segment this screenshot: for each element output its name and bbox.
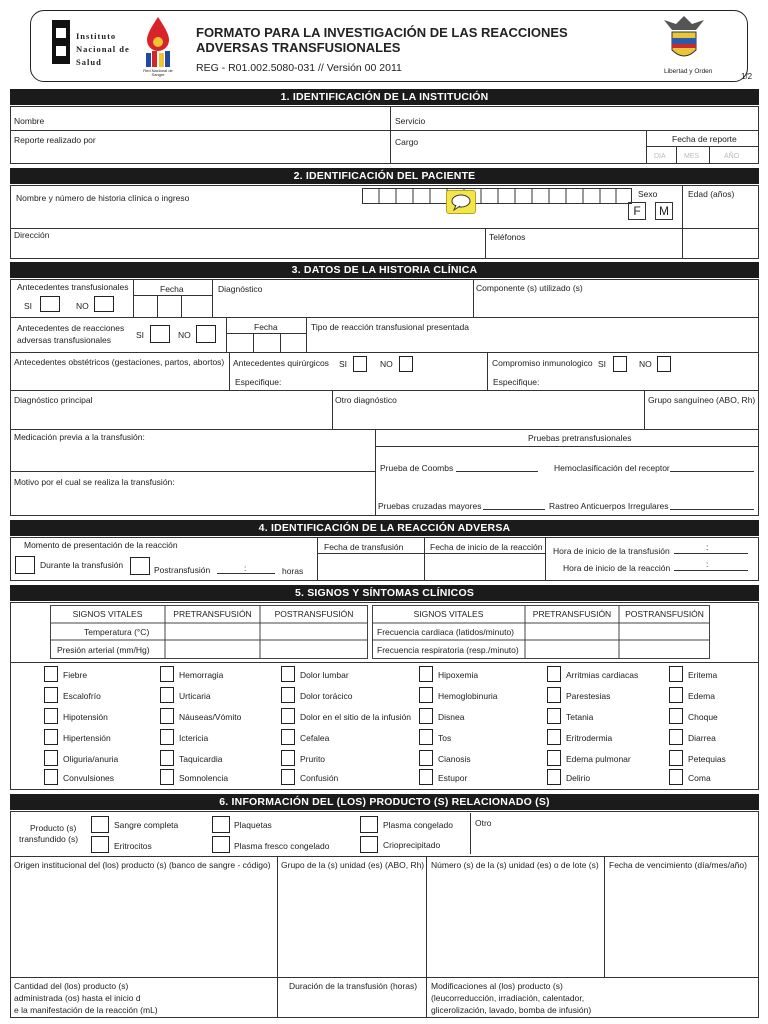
- history-number-boxes[interactable]: [362, 188, 632, 204]
- symptom-checkbox[interactable]: [44, 708, 58, 724]
- symptom-checkbox[interactable]: [44, 750, 58, 766]
- symptom-checkbox[interactable]: [547, 687, 561, 703]
- symptom-checkbox[interactable]: [44, 769, 58, 785]
- post-header-2: POSTRANSFUSIÓN: [625, 609, 704, 619]
- section-5-title: 5. SIGNOS Y SÍNTOMAS CLÍNICOS: [10, 585, 759, 601]
- symptom-checkbox[interactable]: [281, 708, 295, 724]
- pre-header-2: PRETRANSFUSIÓN: [532, 609, 612, 619]
- symptom-checkbox[interactable]: [669, 708, 683, 724]
- ins-name-2: Nacional de: [76, 44, 130, 54]
- rastreo-field[interactable]: [670, 509, 754, 510]
- producto-label-2: transfundido (s): [19, 834, 79, 844]
- post-hours-field[interactable]: [217, 573, 275, 574]
- otro-label: Otro: [475, 818, 492, 828]
- horas-label: horas: [282, 566, 304, 576]
- coombs-label: Prueba de Coombs: [380, 463, 454, 473]
- fecha-label-2: Fecha: [254, 322, 278, 332]
- tipo-reac-label: Tipo de reacción transfusional presentada: [311, 322, 469, 332]
- telefonos-label[interactable]: Teléfonos: [489, 232, 526, 242]
- symptom-label: Dolor en el sitio de la infusión: [300, 712, 412, 722]
- diag-principal-label: Diagnóstico principal: [14, 395, 93, 405]
- componente-label: Componente (s) utilizado (s): [476, 283, 583, 293]
- vencimiento-label: Fecha de vencimiento (día/mes/año): [609, 860, 747, 870]
- symptom-checkbox[interactable]: [160, 708, 174, 724]
- symptom-label: Parestesias: [566, 691, 611, 701]
- sexo-m-box[interactable]: [655, 202, 673, 220]
- hora-trans-colon: :: [706, 542, 709, 552]
- post-label: Postransfusión: [154, 565, 211, 575]
- eritro-label: Eritrocitos: [114, 841, 152, 851]
- motto: Libertad y Orden: [664, 68, 713, 75]
- cantidad-label-2: administrada (os) hasta el inicio d: [14, 993, 141, 1003]
- symptom-checkbox[interactable]: [419, 729, 433, 745]
- symptom-label: Cefalea: [300, 733, 330, 743]
- cruzadas-label: Pruebas cruzadas mayores: [378, 501, 482, 511]
- modif-label-1: Modificaciones al (los) producto (s): [431, 981, 563, 991]
- quirurgicos-no-checkbox[interactable]: [399, 356, 413, 372]
- plaquetas-checkbox[interactable]: [212, 816, 230, 833]
- symptom-checkbox[interactable]: [281, 750, 295, 766]
- form-title-2: ADVERSAS TRANSFUSIONALES: [196, 40, 401, 55]
- no-label-3: NO: [380, 359, 393, 369]
- post-colon: :: [244, 563, 247, 573]
- diagnostico-label: Diagnóstico: [218, 284, 263, 294]
- symptom-label: Disnea: [438, 712, 465, 722]
- symptom-checkbox[interactable]: [160, 769, 174, 785]
- symptom-label: Eritrodermia: [566, 733, 613, 743]
- plaquetas-label: Plaquetas: [234, 820, 272, 830]
- momento-label: Momento de presentación de la reacción: [24, 540, 178, 550]
- hora-trans-label: Hora de inicio de la transfusión: [553, 546, 670, 556]
- symptom-checkbox[interactable]: [669, 666, 683, 682]
- ins-logo: [52, 20, 70, 64]
- symptom-label: Fiebre: [63, 670, 88, 680]
- sexo-m-label: M: [659, 204, 669, 218]
- inmuno-label: Compromiso inmunologico: [492, 358, 593, 368]
- dia-field[interactable]: DIA: [654, 153, 666, 160]
- symptom-label: Hipertensión: [63, 733, 111, 743]
- especifique-label-1: Especifique:: [235, 377, 282, 387]
- symptom-label: Petequias: [688, 754, 726, 764]
- cruzadas-field[interactable]: [483, 509, 545, 510]
- symptom-checkbox[interactable]: [281, 687, 295, 703]
- vitals-header-1: SIGNOS VITALES: [72, 609, 143, 619]
- section-6-title: 6. INFORMACIÓN DEL (LOS) PRODUCTO (S) RELACIONADO (S): [10, 794, 759, 810]
- symptom-checkbox[interactable]: [547, 708, 561, 724]
- coombs-field[interactable]: [456, 471, 538, 472]
- symptom-label: Prurito: [300, 754, 326, 764]
- pruebas-pre-label: Pruebas pretransfusionales: [528, 433, 632, 443]
- ant-reac-label-2: adversas transfusionales: [17, 335, 112, 345]
- ins-name-1: Instituto: [76, 31, 117, 41]
- inmuno-no-checkbox[interactable]: [657, 356, 671, 372]
- plasma-cong-checkbox[interactable]: [360, 816, 378, 833]
- symptom-label: Ictericia: [179, 733, 209, 743]
- temp-label: Temperatura (°C): [84, 627, 150, 637]
- quirurgicos-label: Antecedentes quirúrgicos: [233, 358, 329, 368]
- hora-reac-label: Hora de inicio de la reacción: [563, 563, 671, 573]
- grupo-unidad-label: Grupo de la (s) unidad (es) (ABO, Rh): [281, 860, 425, 870]
- post-header-1: POSTRANSFUSIÓN: [274, 609, 354, 619]
- section-1-title: 1. IDENTIFICACIÓN DE LA INSTITUCIÓN: [10, 89, 759, 105]
- si-label-3: SI: [339, 359, 348, 369]
- presion-label: Presión arterial (mm/Hg): [57, 645, 150, 655]
- mes-field[interactable]: MES: [684, 153, 700, 160]
- sangre-label: Sangre completa: [114, 820, 179, 830]
- symptom-checkbox[interactable]: [669, 729, 683, 745]
- symptom-checkbox[interactable]: [160, 750, 174, 766]
- hora-reac-colon: :: [706, 559, 709, 569]
- section-4-title: 4. IDENTIFICACIÓN DE LA REACCIÓN ADVERSA: [10, 520, 759, 536]
- ant-reac-label-1: Antecedentes de reacciones: [17, 323, 125, 333]
- page-number: 1/2: [741, 72, 753, 81]
- edad-label: Edad (años): [688, 189, 735, 199]
- eritro-checkbox[interactable]: [91, 836, 109, 853]
- no-label-2: NO: [178, 330, 191, 340]
- field-servicio[interactable]: Servicio: [395, 116, 426, 126]
- ant-trans-no-checkbox[interactable]: [94, 296, 114, 312]
- hemoclas-field[interactable]: [670, 471, 754, 472]
- ant-trans-label: Antecedentes transfusionales: [17, 282, 129, 292]
- fr-label: Frecuencia respiratoria (resp./minuto): [377, 645, 519, 655]
- direccion-label[interactable]: Dirección: [14, 230, 50, 240]
- si-label-1: SI: [24, 301, 33, 311]
- ant-reac-si-checkbox[interactable]: [150, 325, 170, 343]
- symptom-checkbox[interactable]: [281, 769, 295, 785]
- symptom-label: Choque: [688, 712, 718, 722]
- sexo-f-label: F: [633, 204, 641, 218]
- ant-trans-si-checkbox[interactable]: [40, 296, 60, 312]
- symptom-checkbox[interactable]: [160, 729, 174, 745]
- motivo-label: Motivo por el cual se realiza la transfusión:: [14, 477, 175, 487]
- quirurgicos-si-checkbox[interactable]: [353, 356, 367, 372]
- network-label: Red Nacional de Sangre: [143, 68, 173, 77]
- symptom-label: Urticaria: [179, 691, 211, 701]
- symptom-label: Hemorragia: [179, 670, 224, 680]
- comment-icon[interactable]: [446, 190, 476, 214]
- modif-label-2: (leucorreducción, irradiación, calentador,: [431, 993, 585, 1003]
- pre-header-1: PRETRANSFUSIÓN: [173, 609, 252, 619]
- symptom-checkbox[interactable]: [160, 687, 174, 703]
- patient-name-label: Nombre y número de historia clínica o ingreso: [16, 193, 190, 203]
- fecha-inicio-label: Fecha de inicio de la reacción: [430, 542, 543, 552]
- symptom-checkbox[interactable]: [44, 729, 58, 745]
- symptom-label: Oliguria/anuria: [63, 754, 119, 764]
- sexo-f-box[interactable]: [628, 202, 646, 220]
- obstetricos-label: Antecedentes obstétricos (gestaciones, partos, abortos): [14, 357, 225, 367]
- plasma-cong-label: Plasma congelado: [383, 820, 453, 830]
- si-label-4: SI: [598, 359, 607, 369]
- symptom-checkbox[interactable]: [419, 769, 433, 785]
- field-nombre[interactable]: Nombre: [14, 116, 45, 126]
- symptom-label: Edema pulmonar: [566, 754, 631, 764]
- ano-field[interactable]: AÑO: [724, 153, 740, 160]
- form-reg: REG - R01.002.5080-031 // Versión 00 2011: [196, 62, 402, 74]
- fecha-label-1: Fecha: [160, 284, 184, 294]
- symptom-checkbox[interactable]: [547, 666, 561, 682]
- ins-name-3: Salud: [76, 57, 102, 67]
- fecha-trans-label: Fecha de transfusión: [324, 542, 404, 552]
- numero-unidad-label: Número (s) de la (s) unidad (es) o de lote (s): [431, 860, 599, 870]
- ant-reac-no-checkbox[interactable]: [196, 325, 216, 343]
- symptom-label: Diarrea: [688, 733, 716, 743]
- section-3-title: 3. DATOS DE LA HISTORIA CLÍNICA: [10, 262, 759, 278]
- symptom-checkbox[interactable]: [281, 666, 295, 682]
- plasma-fresco-label: Plasma fresco congelado: [234, 841, 330, 851]
- symptom-checkbox[interactable]: [160, 666, 174, 682]
- grupo-label: Grupo sanguíneo (ABO, Rh): [648, 395, 756, 405]
- durante-label: Durante la transfusión: [40, 560, 124, 570]
- origen-label: Origen institucional del (los) producto (s) (banco de sangre - código): [14, 860, 271, 870]
- symptom-label: Arritmias cardiacas: [566, 670, 639, 680]
- symptom-label: Confusión: [300, 773, 339, 783]
- fecha-reporte-label: Fecha de reporte: [672, 134, 737, 144]
- cantidad-label-3: e la manifestación de la reacción (mL): [14, 1005, 158, 1015]
- symptom-label: Hemoglobinuria: [438, 691, 498, 701]
- symptom-checkbox[interactable]: [419, 750, 433, 766]
- symptom-checkbox[interactable]: [419, 666, 433, 682]
- crio-checkbox[interactable]: [360, 836, 378, 853]
- producto-label-1: Producto (s): [30, 823, 77, 833]
- sangre-checkbox[interactable]: [91, 816, 109, 833]
- cantidad-label-1: Cantidad del (los) producto (s): [14, 981, 129, 991]
- inmuno-si-checkbox[interactable]: [613, 356, 627, 372]
- plasma-fresco-checkbox[interactable]: [212, 836, 230, 853]
- rastreo-label: Rastreo Anticuerpos Irregulares: [549, 501, 669, 511]
- symptom-label: Dolor lumbar: [300, 670, 349, 680]
- symptom-label: Edema: [688, 691, 715, 701]
- symptom-checkbox[interactable]: [669, 687, 683, 703]
- si-label-2: SI: [136, 330, 145, 340]
- hora-reac-field[interactable]: [674, 570, 748, 571]
- symptom-label: Hipotensión: [63, 712, 108, 722]
- hemoclas-label: Hemoclasificación del receptor: [554, 463, 670, 473]
- symptom-label: Somnolencia: [179, 773, 229, 783]
- symptom-label: Dolor torácico: [300, 691, 353, 701]
- no-label-4: NO: [639, 359, 652, 369]
- symptom-label: Eritema: [688, 670, 718, 680]
- symptom-checkbox[interactable]: [419, 687, 433, 703]
- duracion-label: Duración de la transfusión (horas): [289, 981, 418, 991]
- symptom-label: Taquicardia: [179, 754, 223, 764]
- vitals-header-2: SIGNOS VITALES: [413, 609, 484, 619]
- especifique-label-2: Especifique:: [493, 377, 540, 387]
- symptom-checkbox[interactable]: [44, 687, 58, 703]
- field-reporte[interactable]: Reporte realizado por: [14, 135, 96, 145]
- symptom-checkbox[interactable]: [547, 729, 561, 745]
- sexo-label: Sexo: [638, 189, 658, 199]
- durante-checkbox[interactable]: [15, 556, 35, 574]
- symptom-checkbox[interactable]: [669, 750, 683, 766]
- symptom-label: Tetania: [566, 712, 594, 722]
- symptom-checkbox[interactable]: [547, 750, 561, 766]
- symptom-checkbox[interactable]: [547, 769, 561, 785]
- medicacion-label: Medicación previa a la transfusión:: [14, 432, 145, 442]
- symptom-label: Delirio: [566, 773, 591, 783]
- symptom-label: Coma: [688, 773, 711, 783]
- field-cargo[interactable]: Cargo: [395, 137, 419, 147]
- blood-network-logo: [142, 15, 174, 77]
- symptom-checkbox[interactable]: [44, 666, 58, 682]
- symptom-checkbox[interactable]: [669, 769, 683, 785]
- symptom-checkbox[interactable]: [419, 708, 433, 724]
- colombia-coat-of-arms-icon: [660, 14, 708, 66]
- form-title-1: FORMATO PARA LA INVESTIGACIÓN DE LAS REACCIONES: [196, 25, 568, 40]
- fc-label: Frecuencia cardiaca (latidos/minuto): [377, 627, 515, 637]
- hora-trans-field[interactable]: [674, 553, 748, 554]
- symptom-label: Cianosis: [438, 754, 471, 764]
- symptom-checkbox[interactable]: [281, 729, 295, 745]
- modif-label-3: glicerolización, lavado, bomba de infusión): [431, 1005, 592, 1015]
- symptom-label: Tos: [438, 733, 452, 743]
- symptom-label: Convulsiones: [63, 773, 115, 783]
- otro-diag-label: Otro diagnóstico: [335, 395, 397, 405]
- symptom-label: Estupor: [438, 773, 468, 783]
- symptom-label: Náuseas/Vómito: [179, 712, 242, 722]
- no-label-1: NO: [76, 301, 89, 311]
- crio-label: Crioprecipitado: [383, 840, 441, 850]
- symptom-label: Escalofrío: [63, 691, 101, 701]
- post-checkbox[interactable]: [130, 557, 150, 575]
- section-2-title: 2. IDENTIFICACIÓN DEL PACIENTE: [10, 168, 759, 184]
- symptom-label: Hipoxemia: [438, 670, 479, 680]
